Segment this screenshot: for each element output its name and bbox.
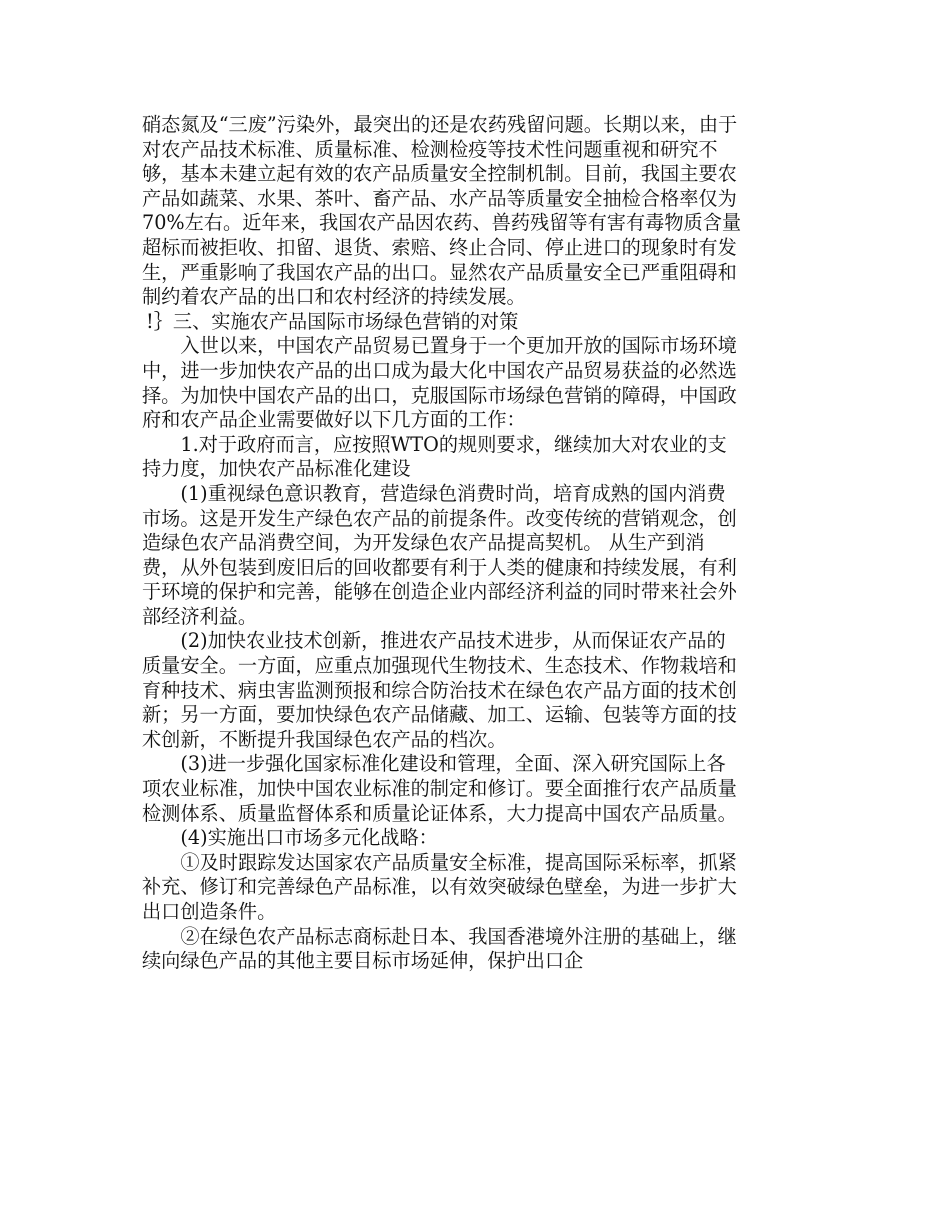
- paragraph-subpoint-4: (4)实施出口市场多元化战略：: [180, 826, 438, 850]
- paragraph-list-item-1: ①及时跟踪发达国家农产品质量安全标准，提高国际采标率，抓紧补充、修订和完善绿色产品标准，以有效突破绿色壁垒，为进一步扩大出口创造条件。: [142, 850, 737, 923]
- paragraph-section-intro: 入世以来，中国农产品贸易已置身于一个更加开放的国际市场环境中，进一步加快农产品的出口成为最大化中国农产品贸易获益的必然选择。为加快中国农产品的出口，克服国际市场绿色营销的障碍，中国政府和农产品企业需要做好以下几方面的工作：: [142, 334, 737, 432]
- section-heading: !｝三、实施农产品国际市场绿色营销的对策: [146, 309, 519, 333]
- paragraph-subpoint-2: (2)加快农业技术创新，推进农产品技术进步，从而保证农产品的质量安全。一方面，应重点加强现代生物技术、生态技术、作物栽培和育种技术、病虫害监测预报和综合防治技术在绿色农产品方面的技术创新；另一方面，要加快绿色农产品储藏、加工、运输、包装等方面的技术创新，不断提升我国绿色农产品的档次。: [142, 629, 737, 751]
- paragraph-subpoint-1: (1)重视绿色意识教育，营造绿色消费时尚，培育成熟的国内消费市场。这是开发生产绿色农产品的前提条件。改变传统的营销观念，创造绿色农产品消费空间，为开发绿色农产品提高契机。 从生产到消费，从外包装到废旧后的回收都要有利于人类的健康和持续发展，有利于环境的保护和完善，能够在创造企业内部经济利益的同时带来社会外部经济利益。: [142, 481, 737, 628]
- paragraph-subpoint-3: (3)进一步强化国家标准化建设和管理，全面、深入研究国际上各项农业标准，加快中国农业标准的制定和修订。要全面推行农产品质量检测体系、质量监督体系和质量论证体系，大力提高中国农产品质量。: [142, 752, 737, 825]
- paragraph-intro-continuation: 硝态氮及“三废”污染外，最突出的还是农药残留问题。长期以来，由于对农产品技术标准、质量标准、检测检疫等技术性问题重视和研究不够，基本未建立起有效的农产品质量安全控制机制。目前，我国主要农产品如蔬菜、水果、茶叶、畜产品、水产品等质量安全抽检合格率仅为70%左右。近年来，我国农产品因农药、兽药残留等有害有毒物质含量超标而被拒收、扣留、退货、索赔、终止合同、停止进口的现象时有发生，严重影响了我国农产品的出口。显然农产品质量安全已严重阻碍和制约着农产品的出口和农村经济的持续发展。: [142, 113, 742, 309]
- document-body: [142, 113, 742, 974]
- paragraph-list-item-2: ②在绿色农产品标志商标赴日本、我国香港境外注册的基础上，继续向绿色产品的其他主要目标市场延伸，保护出口企: [142, 924, 737, 973]
- paragraph-point-1: 1.对于政府而言，应按照WTO的规则要求，继续加大对农业的支持力度，加快农产品标准化建设: [142, 432, 727, 481]
